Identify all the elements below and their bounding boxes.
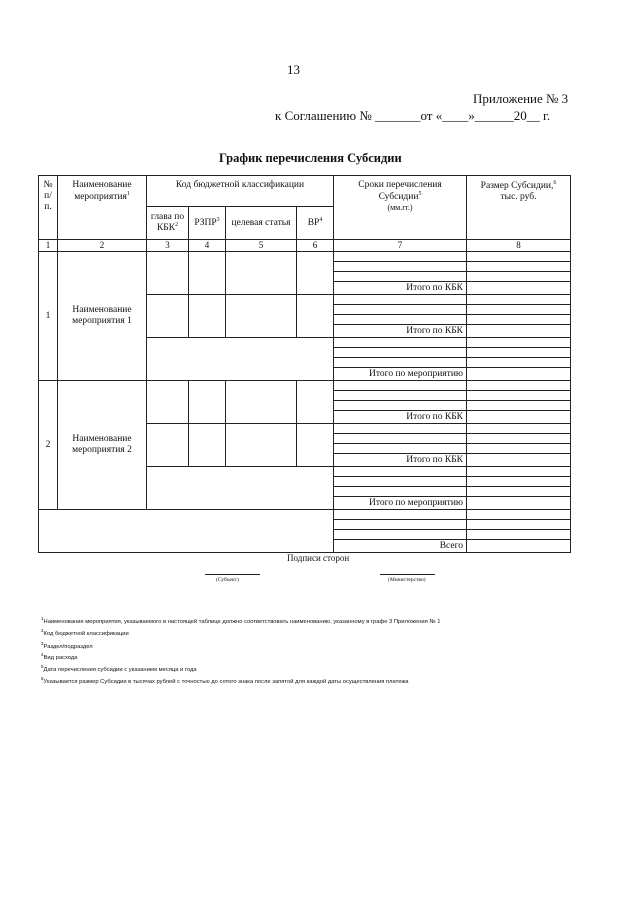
cell-chapter	[147, 295, 189, 338]
date-cell	[334, 434, 467, 444]
date-cell	[334, 262, 467, 272]
appendix-label: Приложение № 3	[473, 91, 569, 106]
amount-cell	[467, 295, 571, 305]
cell-rzpr	[189, 381, 226, 424]
cell-chapter	[147, 252, 189, 295]
total-kbk-label: Итого по КБК	[334, 325, 467, 338]
date-cell	[334, 520, 467, 530]
cell-vr	[297, 424, 334, 467]
header-event-name: Наименование мероприятия$^1$	[58, 176, 147, 240]
date-cell	[334, 381, 467, 391]
amount-cell	[467, 424, 571, 434]
col-num: 7	[334, 240, 467, 252]
date-cell	[334, 401, 467, 411]
header-kbk: Код бюджетной классификации	[147, 176, 334, 207]
col-num: 4	[189, 240, 226, 252]
amount-cell	[467, 252, 571, 262]
cell-chapter	[147, 381, 189, 424]
amount-cell	[467, 325, 571, 338]
amount-cell	[467, 411, 571, 424]
date-cell	[334, 305, 467, 315]
footnote: $^1$Наименование мероприятия, указываемого в настоящей таблице должно соответствовать наименованию, указанному в графе 3 Приложения № 1	[41, 616, 441, 625]
date-cell	[334, 272, 467, 282]
cell-target	[226, 295, 297, 338]
date-cell	[334, 338, 467, 348]
signature-line-left	[205, 574, 260, 575]
event-2-name: Наименование мероприятия 2	[58, 381, 147, 510]
date-cell	[334, 348, 467, 358]
amount-cell	[467, 467, 571, 477]
amount-cell	[467, 315, 571, 325]
date-cell	[334, 315, 467, 325]
total-event-label: Итого по мероприятию	[334, 497, 467, 510]
header-num: № п/п.	[39, 176, 58, 240]
date-cell	[334, 252, 467, 262]
agreement-reference: к Соглашению № _______от «____»______20__ г.	[275, 108, 551, 123]
col-num: 6	[297, 240, 334, 252]
subsidy-schedule-table	[38, 175, 571, 553]
amount-cell	[467, 444, 571, 454]
date-cell	[334, 444, 467, 454]
amount-cell	[467, 520, 571, 530]
cell-target	[226, 381, 297, 424]
signature-label-right: (Министерство)	[388, 577, 426, 583]
footnote: $^3$Раздел/подраздел	[41, 641, 93, 650]
col-num: 8	[467, 240, 571, 252]
amount-cell	[467, 391, 571, 401]
cell-rzpr	[189, 295, 226, 338]
cell-target	[226, 252, 297, 295]
amount-cell	[467, 348, 571, 358]
date-cell	[334, 487, 467, 497]
amount-cell	[467, 282, 571, 295]
header-target: целевая статья	[226, 207, 297, 240]
grand-total-merged-cell	[39, 510, 334, 553]
header-rzpr: РЗПР$^3$	[189, 207, 226, 240]
empty-merged-cell	[147, 467, 334, 510]
cell-chapter	[147, 424, 189, 467]
cell-vr	[297, 381, 334, 424]
amount-cell	[467, 368, 571, 381]
date-cell	[334, 510, 467, 520]
amount-cell	[467, 401, 571, 411]
footnote: $^2$Код бюджетной классификации	[41, 628, 129, 637]
footnote: $^6$Указывается размер Субсидии в тысячах рублей с точностью до сотого знака после запятой для каждой даты осуществления платежа	[41, 676, 409, 685]
grand-total-label: Всего	[334, 540, 467, 553]
amount-cell	[467, 510, 571, 520]
footnote: $^5$Дата перечисления субсидии с указанием месяца и года	[41, 664, 197, 673]
amount-cell	[467, 454, 571, 467]
column-number-row	[39, 240, 571, 252]
date-cell	[334, 530, 467, 540]
document-title: График перечисления Субсидии	[219, 151, 402, 165]
total-event-label: Итого по мероприятию	[334, 368, 467, 381]
amount-cell	[467, 477, 571, 487]
footnote: $^4$Вид расхода	[41, 652, 78, 661]
col-num: 5	[226, 240, 297, 252]
amount-cell	[467, 262, 571, 272]
date-cell	[334, 424, 467, 434]
date-cell	[334, 295, 467, 305]
header-dates: Сроки перечисления Субсидии$^5$ (мм.гг.)	[334, 176, 467, 240]
amount-cell	[467, 381, 571, 391]
event-2-num: 2	[39, 381, 58, 510]
date-cell	[334, 391, 467, 401]
amount-cell	[467, 540, 571, 553]
header-chapter: глава по КБК$^2$	[147, 207, 189, 240]
cell-target	[226, 424, 297, 467]
date-cell	[334, 477, 467, 487]
cell-vr	[297, 252, 334, 295]
event-1-name: Наименование мероприятия 1	[58, 252, 147, 381]
amount-cell	[467, 338, 571, 348]
page-number: 13	[287, 62, 300, 77]
amount-cell	[467, 272, 571, 282]
total-kbk-label: Итого по КБК	[334, 454, 467, 467]
amount-cell	[467, 434, 571, 444]
signature-line-right	[380, 574, 435, 575]
date-cell	[334, 467, 467, 477]
col-num: 3	[147, 240, 189, 252]
col-num: 2	[58, 240, 147, 252]
cell-vr	[297, 295, 334, 338]
total-kbk-label: Итого по КБК	[334, 282, 467, 295]
amount-cell	[467, 358, 571, 368]
col-num: 1	[39, 240, 58, 252]
event-1-num: 1	[39, 252, 58, 381]
date-cell	[334, 358, 467, 368]
total-kbk-label: Итого по КБК	[334, 411, 467, 424]
signature-label-left: (Субъект)	[216, 577, 239, 583]
amount-cell	[467, 487, 571, 497]
header-vr: $ВР^4$	[297, 207, 334, 240]
amount-cell	[467, 530, 571, 540]
amount-cell	[467, 305, 571, 315]
signatures-title: Подписи сторон	[287, 553, 350, 563]
amount-cell	[467, 497, 571, 510]
cell-rzpr	[189, 252, 226, 295]
cell-rzpr	[189, 424, 226, 467]
header-amount: Размер Субсидии,$^6$ тыс. руб.	[467, 176, 571, 240]
empty-merged-cell	[147, 338, 334, 381]
